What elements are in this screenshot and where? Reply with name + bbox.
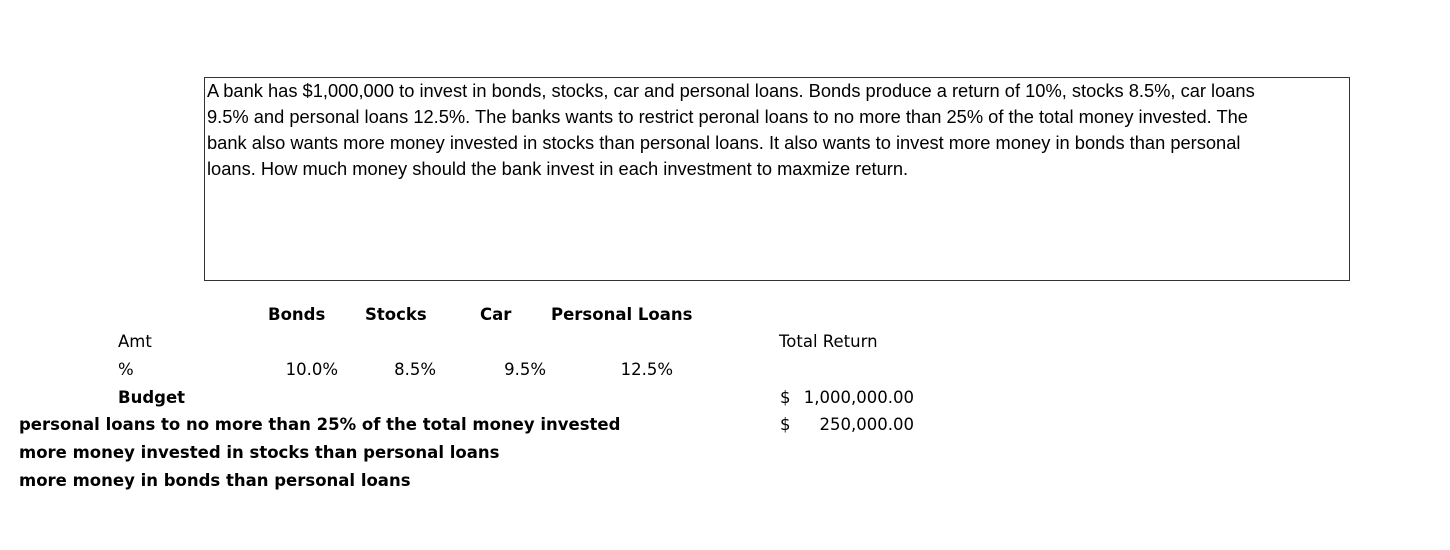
rate-personal-loans: 12.5% — [620, 360, 673, 379]
header-personal-loans: Personal Loans — [551, 305, 693, 324]
row-label-amt: Amt — [118, 332, 152, 351]
row-label-percent: % — [118, 360, 134, 379]
constraint-stocks-gt-personal: more money invested in stocks than personal loans — [19, 443, 500, 462]
problem-line-4: loans. How much money should the bank invest in each investment to maxmize return. — [207, 158, 909, 179]
constraint-bonds-gt-personal: more money in bonds than personal loans — [19, 471, 411, 490]
problem-line-2: 9.5% and personal loans 12.5%. The banks wants to restrict peronal loans to no more than 25% of the total money invested. The — [207, 106, 1248, 127]
rate-stocks: 8.5% — [394, 360, 436, 379]
constraint-personal-max: personal loans to no more than 25% of the total money invested — [19, 415, 621, 434]
header-car: Car — [480, 305, 512, 324]
budget-currency-symbol: $ — [780, 388, 791, 407]
total-return-label: Total Return — [779, 332, 878, 351]
rate-car: 9.5% — [504, 360, 546, 379]
problem-line-3: bank also wants more money invested in stocks than personal loans. It also wants to invest more money in bonds than personal — [207, 132, 1241, 153]
limit-amount: 250,000.00 — [819, 415, 914, 434]
budget-amount: 1,000,000.00 — [803, 388, 914, 407]
rate-bonds: 10.0% — [285, 360, 338, 379]
header-bonds: Bonds — [268, 305, 326, 324]
header-stocks: Stocks — [365, 305, 427, 324]
problem-line-1: A bank has $1,000,000 to invest in bonds, stocks, car and personal loans. Bonds produce a return of 10%, stocks 8.5%, car loans — [207, 80, 1255, 101]
limit-currency-symbol: $ — [780, 415, 791, 434]
problem-text-box — [204, 77, 1350, 281]
row-label-budget: Budget — [118, 388, 186, 407]
